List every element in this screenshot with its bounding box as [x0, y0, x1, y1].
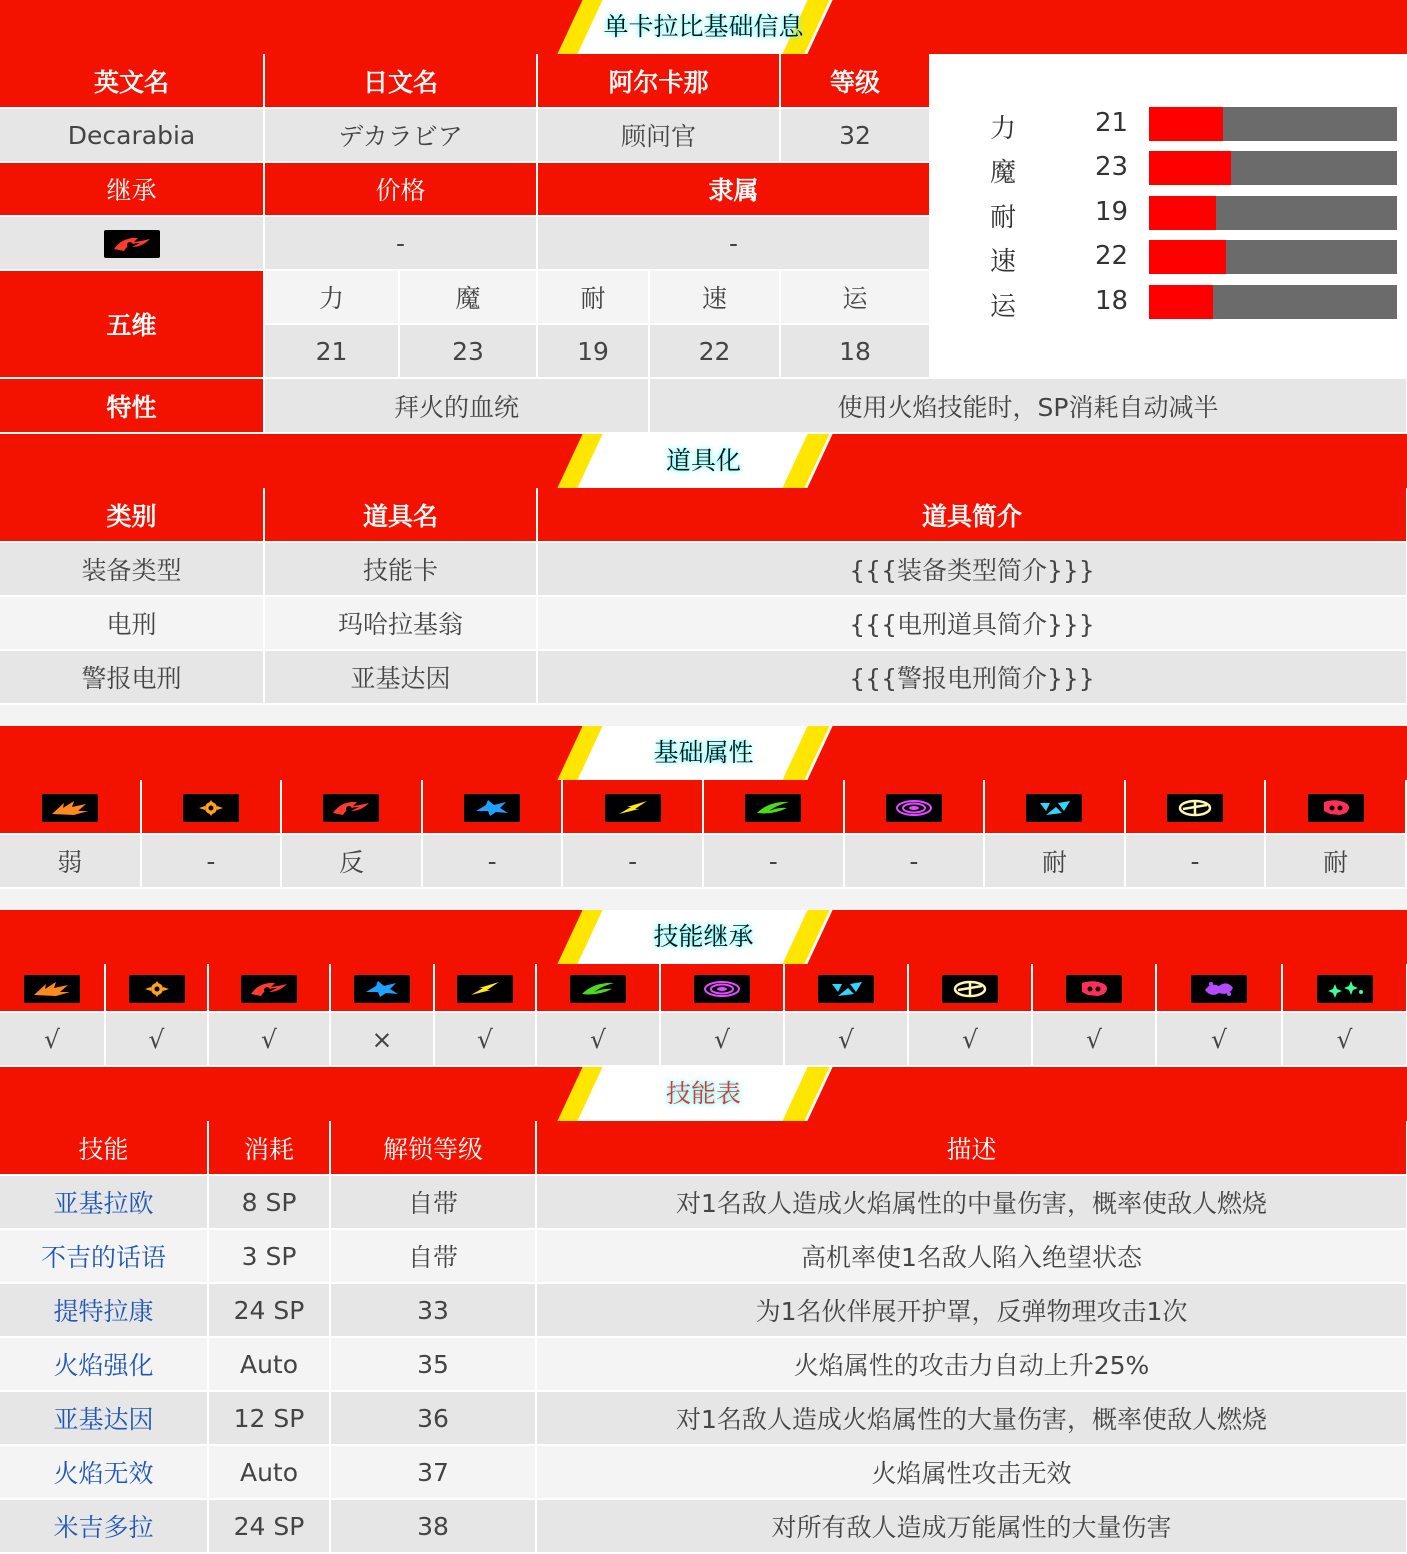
stat-bar-value: 18	[1095, 286, 1129, 316]
trait-table	[0, 379, 1407, 434]
trait-desc: 使用火焰技能时，SP消耗自动减半	[649, 379, 1407, 433]
stat-bar-row	[930, 193, 1407, 233]
element-value: √	[0, 1012, 105, 1066]
element-icon-cell	[1156, 964, 1282, 1012]
skill-unlock-level: 自带	[330, 1175, 536, 1229]
fire-icon	[241, 975, 297, 1003]
skill-row	[0, 1499, 1407, 1553]
element-icon-cell	[536, 964, 660, 1012]
gun-icon	[183, 794, 239, 822]
items-table	[0, 488, 1407, 705]
nuclear-icon	[818, 975, 874, 1003]
stat-bar	[1149, 196, 1397, 230]
element-value: -	[844, 834, 985, 888]
basic-info-title: 单卡拉比基础信息	[603, 12, 804, 41]
stat-bar-row	[930, 104, 1407, 144]
col-inherit: 继承	[0, 162, 264, 216]
wind-icon	[570, 975, 626, 1003]
stat-value: 22	[649, 324, 780, 378]
stat-name: 力	[264, 270, 399, 324]
stat-value: 19	[537, 324, 649, 378]
skill-desc: 为1名伙伴展开护罩，反弹物理攻击1次	[536, 1283, 1407, 1337]
stat-bar	[1149, 107, 1397, 141]
level: 32	[780, 108, 930, 162]
skill-desc: 对所有敌人造成万能属性的大量伤害	[536, 1499, 1407, 1553]
affinity-icon-row	[0, 780, 1406, 834]
element-icon-cell	[0, 964, 105, 1012]
col-belong: 隶属	[537, 162, 930, 216]
stat-bar	[1149, 151, 1397, 185]
element-value: √	[208, 1012, 330, 1066]
element-value: -	[141, 834, 282, 888]
basic-info-table	[0, 54, 931, 379]
price: -	[264, 216, 537, 270]
physical-icon	[42, 794, 98, 822]
affinity-header	[0, 726, 1407, 780]
element-icon-cell	[141, 780, 282, 834]
fire-icon	[323, 794, 379, 822]
col-level: 等级	[780, 54, 930, 108]
element-value: 耐	[1265, 834, 1406, 888]
stat-bar-fill	[1149, 285, 1213, 319]
stat-bar-row	[930, 237, 1407, 277]
arcana: 顾问官	[537, 108, 780, 162]
skill-cost: 24 SP	[208, 1499, 330, 1553]
skill-desc: 高机率使1名敌人陷入绝望状态	[536, 1229, 1407, 1283]
element-value: -	[703, 834, 844, 888]
element-icon-cell	[1125, 780, 1266, 834]
stat-name: 耐	[537, 270, 649, 324]
skills-title: 技能表	[665, 1079, 741, 1108]
bless-icon	[942, 975, 998, 1003]
element-value: -	[422, 834, 563, 888]
stat-bar-label: 魔	[990, 158, 1017, 188]
element-value: √	[1032, 1012, 1156, 1066]
skill-desc: 对1名敌人造成火焰属性的大量伤害，概率使敌人燃烧	[536, 1391, 1407, 1445]
element-value: √	[536, 1012, 660, 1066]
skill-name-link[interactable]: 火焰无效	[0, 1445, 208, 1499]
inherit-value-row	[0, 1012, 1407, 1066]
skill-row	[0, 1337, 1407, 1391]
affinity-table	[0, 780, 1407, 889]
element-value: √	[434, 1012, 536, 1066]
electric-icon	[457, 975, 513, 1003]
ice-icon	[464, 794, 520, 822]
stat-bar-label: 力	[990, 114, 1017, 144]
element-value: √	[660, 1012, 784, 1066]
item-name: 技能卡	[264, 542, 537, 596]
element-value: √	[1156, 1012, 1282, 1066]
skill-rows	[0, 1175, 1407, 1553]
element-value: -	[1125, 834, 1266, 888]
col-unlock: 解锁等级	[330, 1121, 536, 1175]
skill-row	[0, 1445, 1407, 1499]
stat-value: 21	[264, 324, 399, 378]
element-icon-cell	[784, 964, 908, 1012]
inherit-table	[0, 964, 1407, 1067]
element-value: -	[562, 834, 703, 888]
skill-cost: 8 SP	[208, 1175, 330, 1229]
skill-name-link[interactable]: 米吉多拉	[0, 1499, 208, 1553]
skill-name-link[interactable]: 火焰强化	[0, 1337, 208, 1391]
inherit-title: 技能继承	[653, 922, 754, 951]
ice-icon	[354, 975, 410, 1003]
gun-icon	[129, 975, 185, 1003]
item-name: 玛哈拉基翁	[264, 596, 537, 650]
stat-name: 运	[780, 270, 930, 324]
element-icon-cell	[422, 780, 563, 834]
stat-bar-value: 23	[1095, 152, 1129, 182]
physical-icon	[24, 975, 80, 1003]
element-value: 耐	[984, 834, 1125, 888]
stat-bar	[1149, 285, 1397, 319]
psy-icon	[694, 975, 750, 1003]
support-icon	[1317, 975, 1373, 1003]
bless-icon	[1167, 794, 1223, 822]
inherit-header	[0, 910, 1407, 964]
element-icon-cell	[281, 780, 422, 834]
element-icon-cell	[105, 964, 208, 1012]
element-value: √	[908, 1012, 1032, 1066]
col-jp-name: 日文名	[264, 54, 537, 108]
skill-cost: Auto	[208, 1445, 330, 1499]
jp-name: デカラビア	[264, 108, 537, 162]
trait-name: 拜火的血统	[264, 379, 649, 433]
skills-header	[0, 1067, 1407, 1121]
stat-name: 速	[649, 270, 780, 324]
en-name: Decarabia	[0, 108, 264, 162]
curse-icon	[1308, 794, 1364, 822]
stat-bars-panel	[930, 56, 1407, 378]
skill-row	[0, 1391, 1407, 1445]
items-title: 道具化	[665, 446, 741, 475]
stat-value: 23	[399, 324, 537, 378]
ailment-icon	[1191, 975, 1247, 1003]
skill-unlock-level: 35	[330, 1337, 536, 1391]
element-icon-cell	[844, 780, 985, 834]
element-icon-cell	[703, 780, 844, 834]
stat-bar-value: 19	[1095, 197, 1129, 227]
inherit-cell	[0, 216, 264, 270]
skill-row	[0, 1283, 1407, 1337]
skill-unlock-level: 36	[330, 1391, 536, 1445]
basic-info-header	[0, 0, 1407, 54]
element-icon-cell	[562, 780, 703, 834]
skill-desc: 火焰属性的攻击力自动上升25%	[536, 1337, 1407, 1391]
stat-bar-label: 速	[990, 247, 1017, 277]
stat-bar-fill	[1149, 196, 1216, 230]
inherit-icon-row	[0, 964, 1407, 1012]
skill-row	[0, 1229, 1407, 1283]
element-value: √	[105, 1012, 208, 1066]
electric-icon	[605, 794, 661, 822]
stat-bar-label: 耐	[990, 203, 1017, 233]
skill-unlock-level: 自带	[330, 1229, 536, 1283]
col-arcana: 阿尔卡那	[537, 54, 780, 108]
col-desc: 描述	[536, 1121, 1407, 1175]
psy-icon	[886, 794, 942, 822]
col-item-name: 道具名	[264, 488, 537, 542]
stat-bar-fill	[1149, 107, 1223, 141]
element-icon-cell	[908, 964, 1032, 1012]
col-en-name: 英文名	[0, 54, 264, 108]
element-value: √	[1282, 1012, 1407, 1066]
skill-cost: 24 SP	[208, 1283, 330, 1337]
curse-icon	[1066, 975, 1122, 1003]
belong: -	[537, 216, 930, 270]
element-icon-cell	[1282, 964, 1407, 1012]
skill-unlock-level: 38	[330, 1499, 536, 1553]
item-type: 装备类型	[0, 542, 264, 596]
element-icon-cell	[330, 964, 434, 1012]
element-icon-cell	[208, 964, 330, 1012]
skills-table	[0, 1121, 1407, 1554]
skill-desc: 火焰属性攻击无效	[536, 1445, 1407, 1499]
stat-bar-fill	[1149, 240, 1226, 274]
element-value: ×	[330, 1012, 434, 1066]
col-skill: 技能	[0, 1121, 208, 1175]
col-item-type: 类别	[0, 488, 264, 542]
item-desc: {{{装备类型简介}}}	[537, 542, 1407, 596]
items-header	[0, 434, 1407, 488]
stat-bar-label: 运	[990, 292, 1017, 322]
affinity-value-row	[0, 834, 1406, 888]
fire-icon	[104, 230, 160, 258]
affinity-title: 基础属性	[653, 738, 754, 767]
skill-name-link[interactable]: 亚基拉欧	[0, 1175, 208, 1229]
element-value: 弱	[0, 834, 141, 888]
nuclear-icon	[1026, 794, 1082, 822]
item-type: 电刑	[0, 596, 264, 650]
skill-row	[0, 1175, 1407, 1229]
element-icon-cell	[660, 964, 784, 1012]
col-price: 价格	[264, 162, 537, 216]
stat-bar-value: 21	[1095, 108, 1129, 138]
item-desc: {{{电刑道具简介}}}	[537, 596, 1407, 650]
col-item-desc: 道具简介	[537, 488, 1407, 542]
element-icon-cell	[0, 780, 141, 834]
stat-bar-row	[930, 282, 1407, 322]
col-cost: 消耗	[208, 1121, 330, 1175]
item-type: 警报电刑	[0, 650, 264, 704]
skill-unlock-level: 33	[330, 1283, 536, 1337]
skill-cost: 12 SP	[208, 1391, 330, 1445]
element-icon-cell	[984, 780, 1125, 834]
item-desc: {{{警报电刑简介}}}	[537, 650, 1407, 704]
skill-cost: 3 SP	[208, 1229, 330, 1283]
skill-desc: 对1名敌人造成火焰属性的中量伤害，概率使敌人燃烧	[536, 1175, 1407, 1229]
wind-icon	[745, 794, 801, 822]
skill-cost: Auto	[208, 1337, 330, 1391]
element-icon-cell	[1265, 780, 1406, 834]
trait-label: 特性	[0, 379, 264, 433]
element-icon-cell	[434, 964, 536, 1012]
skill-name-link[interactable]: 不吉的话语	[0, 1229, 208, 1283]
item-name: 亚基达因	[264, 650, 537, 704]
skill-name-link[interactable]: 提特拉康	[0, 1283, 208, 1337]
stat-value: 18	[780, 324, 930, 378]
element-value: √	[784, 1012, 908, 1066]
element-icon-cell	[1032, 964, 1156, 1012]
element-value: 反	[281, 834, 422, 888]
stat-bar-fill	[1149, 151, 1231, 185]
stat-bar	[1149, 240, 1397, 274]
skill-name-link[interactable]: 亚基达因	[0, 1391, 208, 1445]
stat-name: 魔	[399, 270, 537, 324]
skill-unlock-level: 37	[330, 1445, 536, 1499]
stat-bar-row	[930, 148, 1407, 188]
stat-bar-value: 22	[1095, 241, 1129, 271]
stats-label: 五维	[0, 270, 264, 378]
